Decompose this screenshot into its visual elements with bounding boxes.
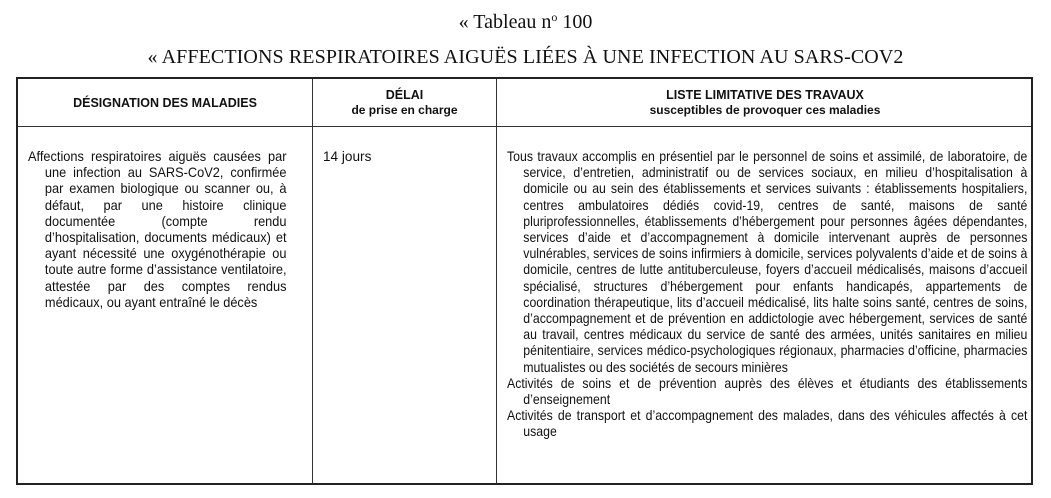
column-header-delai-line1: DÉLAI [385,88,424,102]
column-header-travaux [497,79,1033,126]
travaux-list [507,149,1027,441]
column-header-designation-label: DÉSIGNATION DES MALADIES [73,95,257,110]
column-header-travaux-line2: susceptibles de provoquer ces maladies [649,103,881,117]
travaux-item: Activités de soins et de prévention auprès des élèves et étudiants des établissements d’enseignement [507,375,1028,408]
column-header-delai-line2: de prise en charge [351,103,458,117]
travaux-item: Tous travaux accomplis en présentiel par le personnel de soins et assimilé, de laboratoire, de service, d’entretien, administratif ou de services sociaux, en milieu d’hospitalisation à domicile ou au sein des établissements et services suivants : établissements hospitaliers, centres ambulatoires dédiés covid-19, centres de santé, maisons de santé pluriprofessionnelles, établissements d’hébergement pour personnes âgées dépendantes, services d’aide et d’accompagnement à domicile intervenant auprès de personnes vulnérables, services de soins infirmiers à domicile, services polyvalents d’aide et de soins à domicile, centres de lutte antituberculeuse, foyers d’accueil médicalisés, maisons d’accueil spécialisé, structures d’hébergement pour enfants handicapés, appartements de coordination thérapeutique, lits d’accueil médicalisé, lits halte soins santé, centres de soins, d’accompagnement et de prévention en addictologie avec hébergement, services de santé au travail, centres médicaux du service de santé des armées, unités sanitaires en milieu pénitentiaire, services médico-psychologiques régionaux, pharmacies d’officine, pharmacies mutualistes ou des sociétés de secours minières [507,149,1028,375]
column-header-designation [18,79,312,126]
cell-designation: Affections respiratoires aiguës causées par une infection au SARS-CoV2, confirmée par examen biologique ou scanner ou, à défaut, par une histoire clinique documentée (compte rendu d’hospitalisation, documents médicaux) et ayant nécessité une oxygénothérapie ou toute autre forme d’assistance ventilatoire, attestée par des comptes rendus médicaux, ou ayant entraîné le décès [28,149,287,310]
column-divider-1 [312,79,313,483]
table-number-value: 100 [557,11,593,33]
table-number-prefix: « Tableau n [458,11,552,33]
column-divider-2 [496,79,497,483]
table-number-heading [0,4,1051,35]
disease-table [16,77,1033,485]
column-header-travaux-line1: LISTE LIMITATIVE DES TRAVAUX [666,88,864,102]
column-header-delai [313,79,496,126]
cell-travaux [507,149,1027,441]
table-title: « AFFECTIONS RESPIRATOIRES AIGUËS LIÉES À UNE INFECTION AU SARS-COV2 [147,46,904,68]
header-divider [18,126,1031,127]
table-number-sup: o [551,10,558,24]
cell-delai: 14 jours [323,149,372,164]
travaux-item: Activités de transport et d’accompagnement des malades, dans des véhicules affectés à cet usage [507,408,1028,440]
